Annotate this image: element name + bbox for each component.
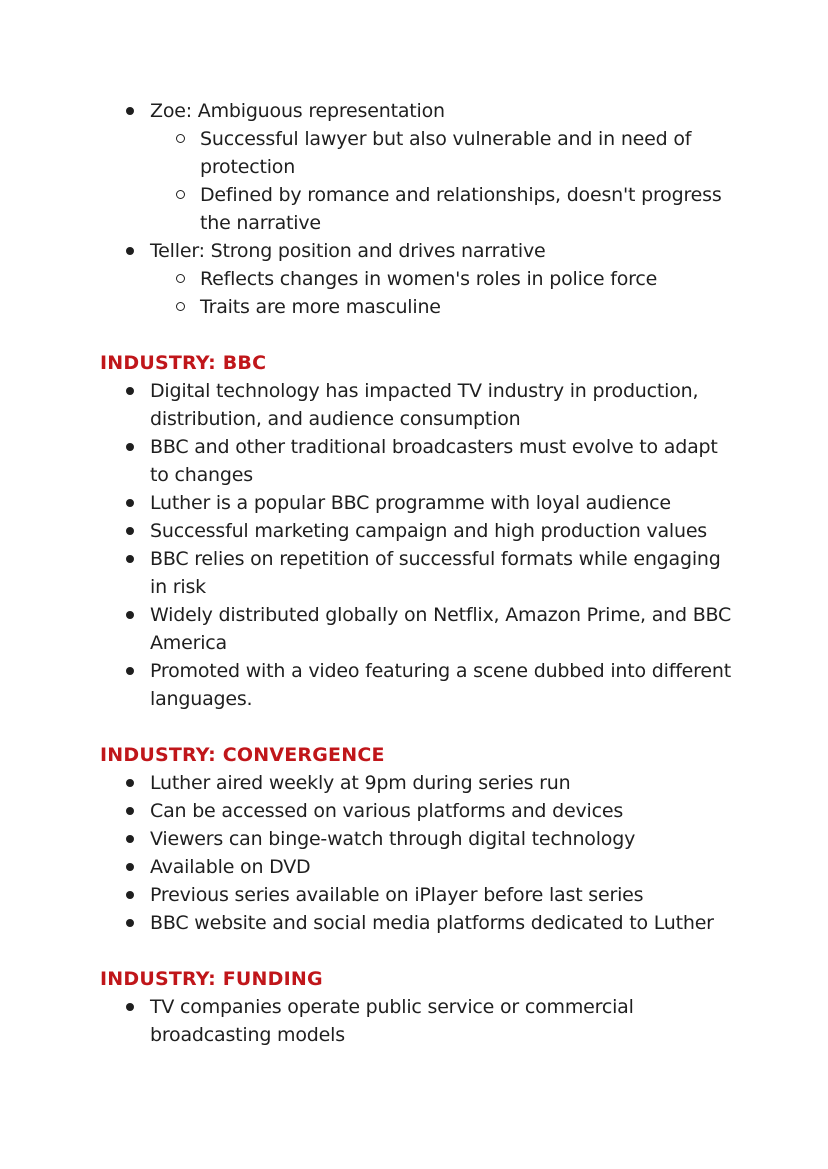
list-item-text: Zoe: Ambiguous representation bbox=[150, 100, 445, 122]
character-list bbox=[0, 97, 828, 321]
sub-list bbox=[150, 265, 740, 321]
section-spacer bbox=[0, 321, 828, 349]
list-item: Available on DVD bbox=[150, 853, 740, 881]
sub-list-item: Defined by romance and relationships, doesn't progress the narrative bbox=[200, 181, 740, 237]
list-item: Promoted with a video featuring a scene dubbed into different languages. bbox=[150, 657, 740, 713]
list-item: Luther aired weekly at 9pm during series run bbox=[150, 769, 740, 797]
funding-list bbox=[0, 993, 828, 1049]
sub-list-item: Successful lawyer but also vulnerable and in need of protection bbox=[200, 125, 740, 181]
list-item: TV companies operate public service or commercial broadcasting models bbox=[150, 993, 740, 1049]
bbc-list bbox=[0, 377, 828, 713]
list-item-teller bbox=[150, 237, 740, 321]
list-item: BBC relies on repetition of successful formats while engaging in risk bbox=[150, 545, 740, 601]
list-item-zoe bbox=[150, 97, 740, 237]
section-heading-convergence: INDUSTRY: CONVERGENCE bbox=[100, 744, 385, 766]
list-item: BBC website and social media platforms dedicated to Luther bbox=[150, 909, 740, 937]
list-item: Successful marketing campaign and high production values bbox=[150, 517, 740, 545]
list-item: Widely distributed globally on Netflix, Amazon Prime, and BBC America bbox=[150, 601, 740, 657]
section-heading-bbc: INDUSTRY: BBC bbox=[100, 352, 267, 374]
list-item: BBC and other traditional broadcasters must evolve to adapt to changes bbox=[150, 433, 740, 489]
list-item: Digital technology has impacted TV industry in production, distribution, and audience consumption bbox=[150, 377, 740, 433]
list-item-text: Teller: Strong position and drives narrative bbox=[150, 240, 546, 262]
sub-list-item: Traits are more masculine bbox=[200, 293, 740, 321]
convergence-list bbox=[0, 769, 828, 937]
sub-list bbox=[150, 125, 740, 237]
section-spacer bbox=[0, 713, 828, 741]
list-item: Luther is a popular BBC programme with loyal audience bbox=[150, 489, 740, 517]
list-item: Previous series available on iPlayer before last series bbox=[150, 881, 740, 909]
section-spacer bbox=[0, 937, 828, 965]
list-item: Viewers can binge-watch through digital technology bbox=[150, 825, 740, 853]
section-heading-funding: INDUSTRY: FUNDING bbox=[100, 968, 323, 990]
list-item: Can be accessed on various platforms and devices bbox=[150, 797, 740, 825]
document-page bbox=[0, 97, 828, 1049]
sub-list-item: Reflects changes in women's roles in police force bbox=[200, 265, 740, 293]
